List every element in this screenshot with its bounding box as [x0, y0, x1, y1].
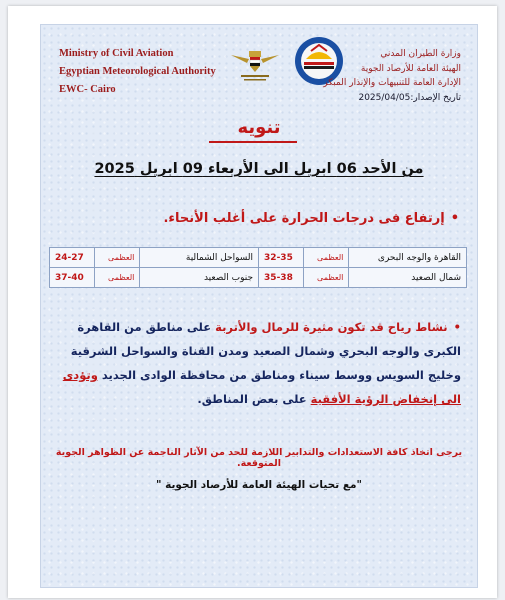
title-underline [209, 141, 297, 143]
max-label: العظمى [95, 248, 140, 268]
authority-en: Egyptian Meteorological Authority [59, 66, 216, 77]
max-label: العظمى [304, 268, 349, 288]
issue-date: تاريخ الإصدار:2025/04/05 [358, 92, 461, 103]
announcement-sheet [40, 24, 478, 588]
ministry-en: Ministry of Civil Aviation [59, 48, 174, 59]
date-range: من الأحد 06 ابريل الى الأربعاء 09 ابريل 2025 [94, 161, 424, 177]
wind-bullet [55, 315, 461, 411]
ministry-ar: وزارة الطيران المدني [380, 49, 461, 59]
region-cell: السواحل الشمالية [140, 248, 259, 268]
max-label: العظمى [95, 268, 140, 288]
temp-value: 37-40 [50, 268, 95, 288]
temp-value: 35-38 [259, 268, 304, 288]
temperature-bullet [59, 211, 459, 226]
temperature-bullet-text: إرتفاع فى درجات الحرارة على أغلب الأنحاء. [163, 211, 445, 226]
header-arabic [311, 47, 461, 105]
wind-bullet-text: على مناطق من القاهرة الكبرى والوجه البحري وشمال الصعيد ومدن القناة والسواحل الشرقية وخليج السويس ووسط سيناء ومناطق من محافظة الوادى الجديد [70, 320, 461, 382]
precaution-note: يرجى اتخاذ كافة الاستعدادات والتدابير اللازمة للحد من الآثار الناجمة عن الظواهر الجوية المتوقعة. [55, 447, 463, 469]
visibility-highlight: وتؤدى الى إنخفاض الرؤية الأفقية [62, 368, 461, 406]
temperature-table [49, 247, 467, 288]
region-cell: القاهرة والوجه البحرى [349, 248, 467, 268]
table-row [50, 268, 467, 288]
temp-value: 24-27 [50, 248, 95, 268]
document-frame [8, 6, 497, 598]
header-english [59, 45, 216, 99]
authority-ar: الهيئة العامة للأرصاد الجوية [360, 63, 461, 74]
region-cell: جنوب الصعيد [140, 268, 259, 288]
bullet-dot: • [450, 211, 459, 226]
region-cell: شمال الصعيد [349, 268, 467, 288]
page-title: تنويه [237, 117, 281, 138]
temp-value: 32-35 [259, 248, 304, 268]
max-label: العظمى [304, 248, 349, 268]
closing-regards: "مع تحيات الهيئة العامة للأرصاد الجوية " [156, 479, 362, 491]
wind-bullet-end: على بعض المناطق. [197, 392, 307, 406]
center-en: EWC- Cairo [59, 84, 116, 95]
bullet-dot: • [453, 320, 461, 334]
wind-bullet-highlight: نشاط رياح قد تكون مثيرة للرمال والأتربة [215, 320, 448, 334]
center-ar: الإدارة العامة للتنبيهات والإنذار المبكر [323, 78, 461, 88]
table-row [50, 248, 467, 268]
eagle-emblem-icon [227, 41, 283, 85]
